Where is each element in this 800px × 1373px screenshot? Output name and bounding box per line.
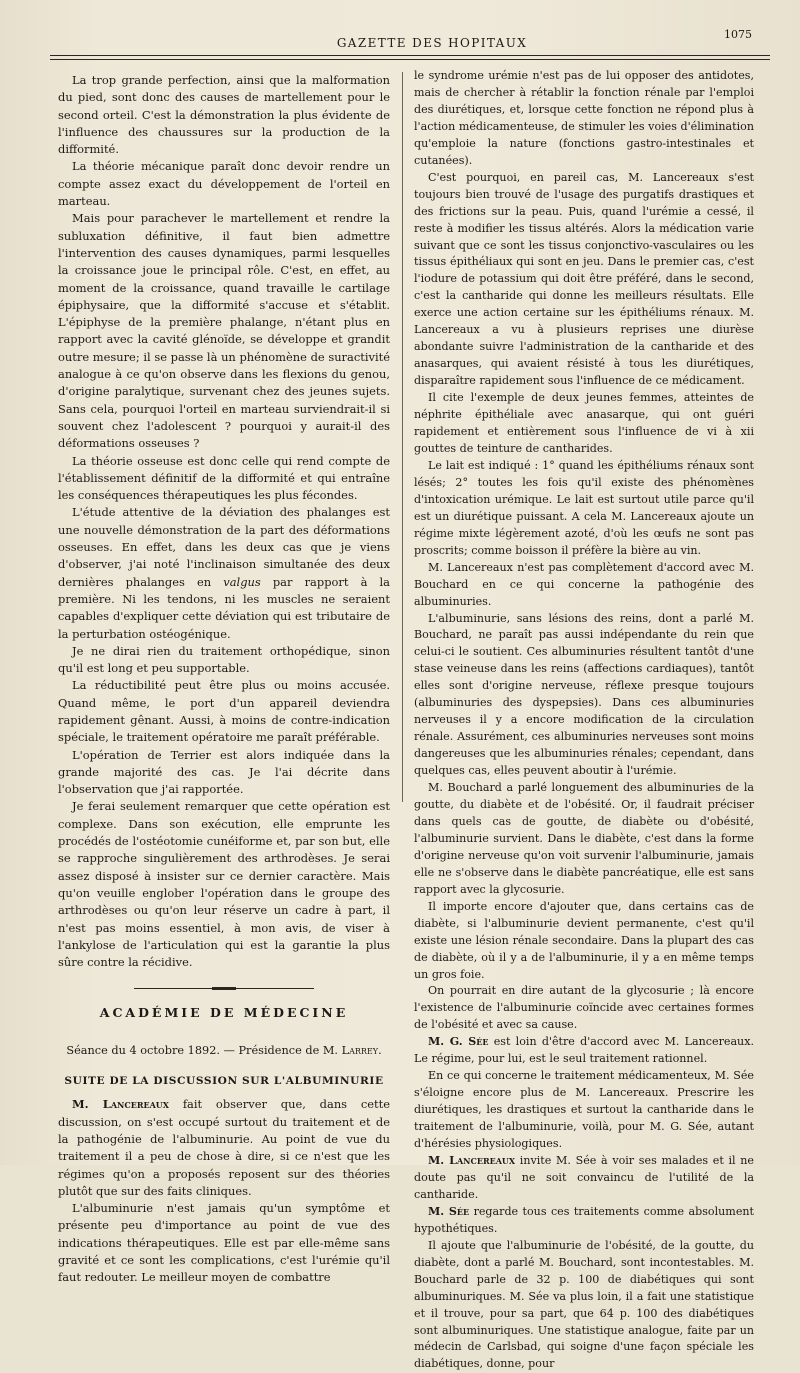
paragraph: La réductibilité peut être plus ou moins accusée. Quand même, le port d'un appareil deviendra rapidement gênant. Aussi, à moins de contre-indication spéciale, le traitement opératoire me paraît préférable. [58,678,390,745]
speaker-name: M. G. Sée [428,1035,489,1049]
paragraph: Le lait est indiqué : 1° quand les épithéliums rénaux sont lésés; 2° toutes les fois qu'il existe des phénomènes d'intoxication urémique. Le lait est surtout utile parce qu'il est un diurétique puissant. A cela M. Lancereaux ajoute un régime mixte légèrement azoté, d'où les œufs ne sont pas proscrits; comme boisson il préfère la bière au vin. [414,458,754,557]
header-rule [50,55,770,56]
session-text: Séance du 4 octobre 1892. — Présidence de M. [66,1043,342,1057]
paragraph: Il ajoute que l'albuminurie de l'obésité, de la goutte, du diabète, dont a parlé M. Bouchard, sont incontestables. M. Bouchard parle de 32 p. 100 de diabétiques qui sont albuminuriques. M. Sée va plus loin, il a fait une statistique et il trouve, pour sa part, que 64 p. 100 des diabétiques sont albuminuriques. Une statistique analogue, faite par un médecin de Carlsbad, qui soigne d'une façon spéciale les diabétiques, donne, pour [414,1238,754,1371]
paragraph [414,1204,754,1238]
speaker-name: M. Lancereaux [72,1097,169,1112]
page-header [50,18,770,64]
italic-term: valgus [223,574,261,589]
paragraph: le syndrome urémie n'est pas de lui opposer des antidotes, mais de chercher à rétablir la fonction rénale par l'emploi des diurétiques, et, lorsque cette fonction ne répond plus à l'action médicamenteuse, de stimuler les voies d'élimination qu'emploie la nature (fonctions gastro-intestinales et cutanées). [414,69,754,167]
paragraph: L'albuminurie n'est jamais qu'un symptôme et présente peu d'importance au point de vue des indications thérapeutiques. Elle est par elle-même sans gravité et ce sont les complications, c'est l'urémie qu'il faut redouter. Le meilleur moyen de combattre [58,1201,390,1285]
paragraph: L'opération de Terrier est alors indiquée dans la grande majorité des cas. Je l'ai décrite dans l'observation que j'ai rapportée. [58,747,390,797]
text-run: regarde tous ces traitements comme absolument hypothétiques. [414,1204,754,1235]
paragraph-valgus [58,504,390,642]
paragraph: C'est pourquoi, en pareil cas, M. Lancereaux s'est toujours bien trouvé de l'usage des purgatifs drastiques et des frictions sur la peau. Puis, quand l'urémie a cessé, il reste à modifier les tissus altérés. Alors la médication varie suivant que ce sont les tissus conjonctivo-vasculaires ou les tissus épithéliaux qui sont en jeu. Dans le premier cas, c'est l'iodure de potassium qui doit être préféré, dans le second, c'est la cantharide qui donne les meilleurs résultats. Elle exerce une action certaine sur les épithéliums rénaux. M. Lancereaux a vu à plusieurs reprises une diurèse abondante suivre l'administration de la cantharide et des anasarques, qui avaient résisté à tous les diurétiques, disparaître rapidement sous l'influence de ce médicament. [414,170,754,388]
section-separator [134,987,314,990]
header-rule-thin [50,59,770,60]
paragraph: Je ferai seulement remarquer que cette opération est complexe. Dans son exécution, elle emprunte les procédés de l'ostéotomie cunéiforme et, par son but, elle se rapproche singulièrement des arthrodèses. Je serai assez disposé à insister sur ce dernier caractère. Mais qu'on veuille englober l'opération dans le groupe des arthrodèses ou qu'on leur réserve un cadre à part, il n'est pas moins essentiel, à mon avis, de viser à l'ankylose de l'articulation qui est la garantie la plus sûre contre la récidive. [58,799,390,970]
paragraph [414,1153,754,1204]
left-column [58,72,390,1287]
discussion-subtitle: SUITE DE LA DISCUSSION SUR L'ALBUMINURIE [64,1075,384,1088]
paragraph: M. Lancereaux n'est pas complètement d'accord avec M. Bouchard en ce qui concerne la pathogénie des albuminuries. [414,560,754,608]
page-number: 1075 [724,28,752,41]
paragraph: En ce qui concerne le traitement médicamenteux, M. Sée s'éloigne encore plus de M. Lancereaux. Prescrire les diurétiques, les drastiques et surtout la cantharide dans le traitement de l'albuminurie, voilà, pour M. G. Sée, autant d'hérésies physiologiques. [414,1069,754,1151]
paragraph: L'albuminurie, sans lésions des reins, dont a parlé M. Bouchard, ne paraît pas aussi indépendante du rein que celui-ci le soutient. Ces albuminuries résultent tantôt d'une stase veineuse dans les reins (affections cardiaques), tantôt elles sont d'origine nerveuse, réflexe presque toujours (albuminuries des dyspepsies). Dans ces albuminuries nerveuses il y a encore modification de la circulation rénale. Assurément, ces albuminuries nerveuses sont moins dangereuses que les albuminuries rénales; cependant, dans quelques cas, elles peuvent aboutir à l'urémie. [414,611,754,778]
section-title: ACADÉMIE DE MÉDECINE [99,1005,349,1021]
speaker-name: M. Sée [428,1204,470,1218]
president-name: Larrey [341,1043,379,1057]
text-run: par rapport à la première. Ni les tendons, ni les muscles ne seraient capables d'expliquer cette déviation qui est tributaire de la perturbation ostéogénique. [58,574,390,641]
paragraph [58,1096,390,1200]
paragraph: M. Bouchard a parlé longuement des albuminuries de la goutte, du diabète et de l'obésité. Or, il faudrait préciser dans quels cas de goutte, de diabète ou d'obésité, l'albuminurie survient. Dans le diabète, c'est dans la forme d'origine nerveuse qu'on voit survenir l'albuminurie, jamais elle ne s'observe dans le diabète pancréatique, elle est sans rapport avec la glycosurie. [414,781,754,896]
paragraph: Il importe encore d'ajouter que, dans certains cas de diabète, si l'albuminurie devient permanente, c'est qu'il existe une lésion rénale secondaire. Dans la plupart des cas de diabète, où il y a de l'albuminurie, il y a en même temps un gros foie. [414,899,754,981]
text-run: invite M. Sée à voir ses malades et il ne doute pas qu'il ne soit convaincu de l'utilité de la cantharide. [414,1154,755,1201]
paragraph: Je ne dirai rien du traitement orthopédique, sinon qu'il est long et peu supportable. [58,643,390,676]
right-column [414,68,754,1373]
paragraph: On pourrait en dire autant de la glycosurie ; là encore l'existence de l'albuminurie coïncide avec certaines formes de l'obésité et avec sa cause. [414,984,754,1032]
paragraph: La théorie osseuse est donc celle qui rend compte de l'établissement définitif de la difformité et qui entraîne les conséquences thérapeutiques les plus fécondes. [58,453,390,503]
text-run: est loin d'être d'accord avec M. Lancereaux. Le régime, pour lui, est le seul traitement rationnel. [414,1035,754,1066]
text-run: fait observer que, dans cette discussion, on s'est occupé surtout du traitement et de la pathogénie de l'albuminurie. Au point de vue du traitement il a peu de chose à dire, si ce n'est que les régimes qu'on a proposés reposent sur des théories plutôt que sur des faits cliniques. [58,1097,391,1198]
paragraph: Mais pour parachever le martellement et rendre la subluxation définitive, il faut bien admettre l'intervention des causes dynamiques, parmi lesquelles la croissance joue le principal rôle. C'est, en effet, au moment de la croissance, quand travaille le cartilage épiphysaire, que la difformité s'accuse et s'établit. L'épiphyse de la première phalange, n'étant plus en rapport avec la cavité glénoïde, se développe et grandit outre mesure; il se passe là un phénomène de suractivité analogue à ce qu'on observe dans les flexions du genou, d'origine paralytique, survenant chez des jeunes sujets. Sans cela, pourquoi l'orteil en marteau surviendrait-il si souvent chez l'adolescent ? pourquoi y aurait-il des déformations osseuses ? [58,211,390,451]
text-run: L'étude attentive de la déviation des phalanges est une nouvelle démonstration de la part des déformations osseuses. En effet, dans les deux cas que je viens d'observer, j'ai noté l'inclinaison simultanée des deux dernières phalanges en [58,505,390,589]
journal-title: GAZETTE DES HOPITAUX [336,36,528,50]
paragraph [414,1034,754,1068]
paragraph: La théorie mécanique paraît donc devoir rendre un compte assez exact du développement de l'orteil en marteau. [58,159,390,209]
column-divider [402,72,403,802]
paragraph: Il cite l'exemple de deux jeunes femmes, atteintes de néphrite épithéliale avec anasarque, qui ont guéri rapidement et entièrement sous l'influence de vi à xii gouttes de teinture de cantharides. [414,391,754,455]
session-line: Séance du 4 octobre 1892. — Présidence de M. Larrey. [66,1043,382,1057]
speaker-name: M. Lancereaux [428,1154,516,1167]
paragraph: La trop grande perfection, ainsi que la malformation du pied, sont donc des causes de martellement pour le second orteil. C'est la démonstration la plus évidente de l'influence des chaussures sur la production de la difformité. [58,73,390,157]
